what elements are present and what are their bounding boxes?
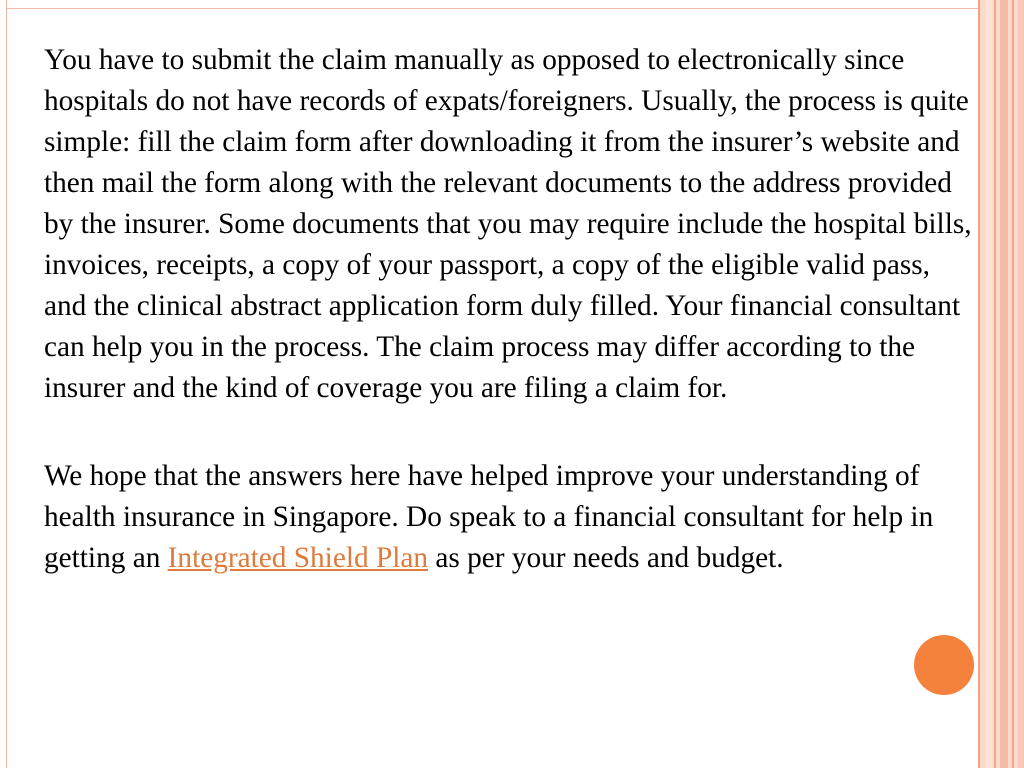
stripe xyxy=(994,0,996,768)
claim-process-paragraph: You have to submit the claim manually as opposed to electronically since hospitals do not have records of expats/foreigners. Usually, the process is quite simple: fill the claim form after downloading it from the insurer’s website and then mail the form along with the relevant documents to the address provided by the insurer. Some documents that you may require include the hospital bills, invoices, receipts, a copy of your passport, a copy of the eligible valid pass, and the clinical abstract application form duly filled. Your financial consultant can help you in the process. The claim process may differ according to the insurer and the kind of coverage you are filing a claim for. xyxy=(44,44,972,404)
slide-body xyxy=(44,40,974,579)
stripe xyxy=(986,0,992,768)
frame-top-border xyxy=(0,0,980,9)
decorative-circle-icon xyxy=(914,635,974,695)
stripe xyxy=(1000,0,1008,768)
stripe xyxy=(978,0,980,768)
integrated-shield-plan-link[interactable]: Integrated Shield Plan xyxy=(167,542,429,574)
stripe xyxy=(1018,0,1024,768)
closing-paragraph-text: We hope that the answers here have helped improve your understanding of health insurance in Singapore. Do speak to a financial consultant for help in getting an xyxy=(44,460,934,574)
stripe xyxy=(1012,0,1014,768)
closing-paragraph xyxy=(44,456,974,579)
closing-paragraph-end: as per your needs and budget. xyxy=(428,542,784,574)
frame-left-border xyxy=(0,0,7,768)
